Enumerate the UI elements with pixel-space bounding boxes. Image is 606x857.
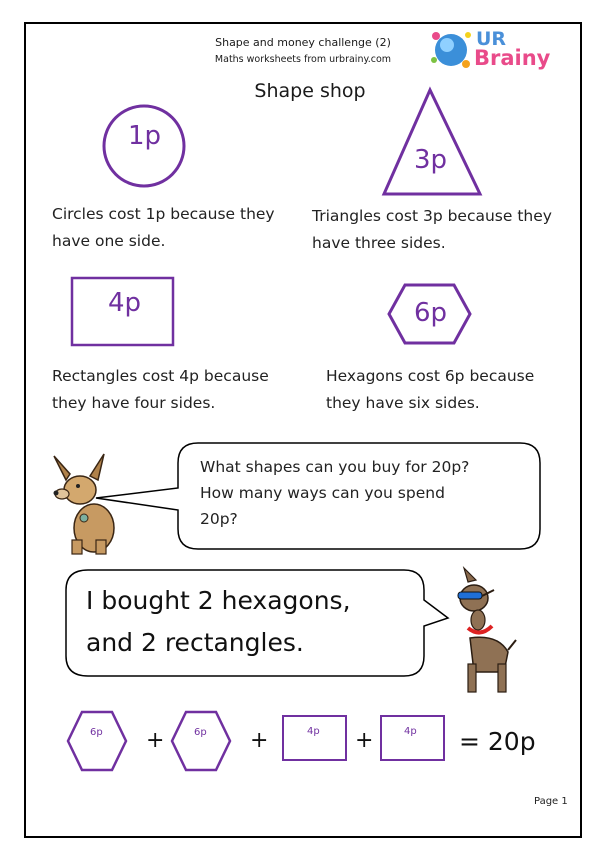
triangle-price-label: 3p bbox=[414, 145, 448, 175]
equation-term-1: 6p bbox=[90, 727, 103, 738]
worksheet-subtitle: Maths worksheets from urbrainy.com bbox=[214, 54, 392, 65]
equation-result: = 20p bbox=[459, 727, 536, 756]
rectangle-description: Rectangles cost 4p because they have four sides. bbox=[52, 367, 269, 412]
rectangle-price-label: 4p bbox=[108, 288, 142, 318]
worksheet-title: Shape and money challenge (2) bbox=[215, 36, 391, 49]
shape-shop-title: Shape shop bbox=[254, 80, 366, 102]
circle-description: Circles cost 1p because they have one side. bbox=[52, 205, 275, 250]
triangle-description: Triangles cost 3p because they have three sides. bbox=[312, 207, 552, 252]
answer-text: I bought 2 hexagons, and 2 rectangles. bbox=[86, 586, 351, 657]
hexagon-price-label: 6p bbox=[414, 298, 448, 328]
circle-price-label: 1p bbox=[128, 121, 162, 151]
equation-term-2: 6p bbox=[194, 727, 207, 738]
logo-text-ur: UR bbox=[476, 28, 507, 50]
equation-term-3: 4p bbox=[307, 726, 320, 737]
logo-text-brainy: Brainy bbox=[474, 46, 551, 70]
plus-sign-1: + bbox=[146, 728, 165, 753]
equation-term-4: 4p bbox=[404, 726, 417, 737]
hexagon-description: Hexagons cost 6p because they have six sides. bbox=[326, 367, 535, 412]
question-text: What shapes can you buy for 20p? How many ways can you spend 20p? bbox=[200, 458, 470, 528]
plus-sign-2: + bbox=[250, 728, 269, 753]
page-number: Page 1 bbox=[534, 796, 568, 807]
plus-sign-3: + bbox=[355, 728, 374, 753]
